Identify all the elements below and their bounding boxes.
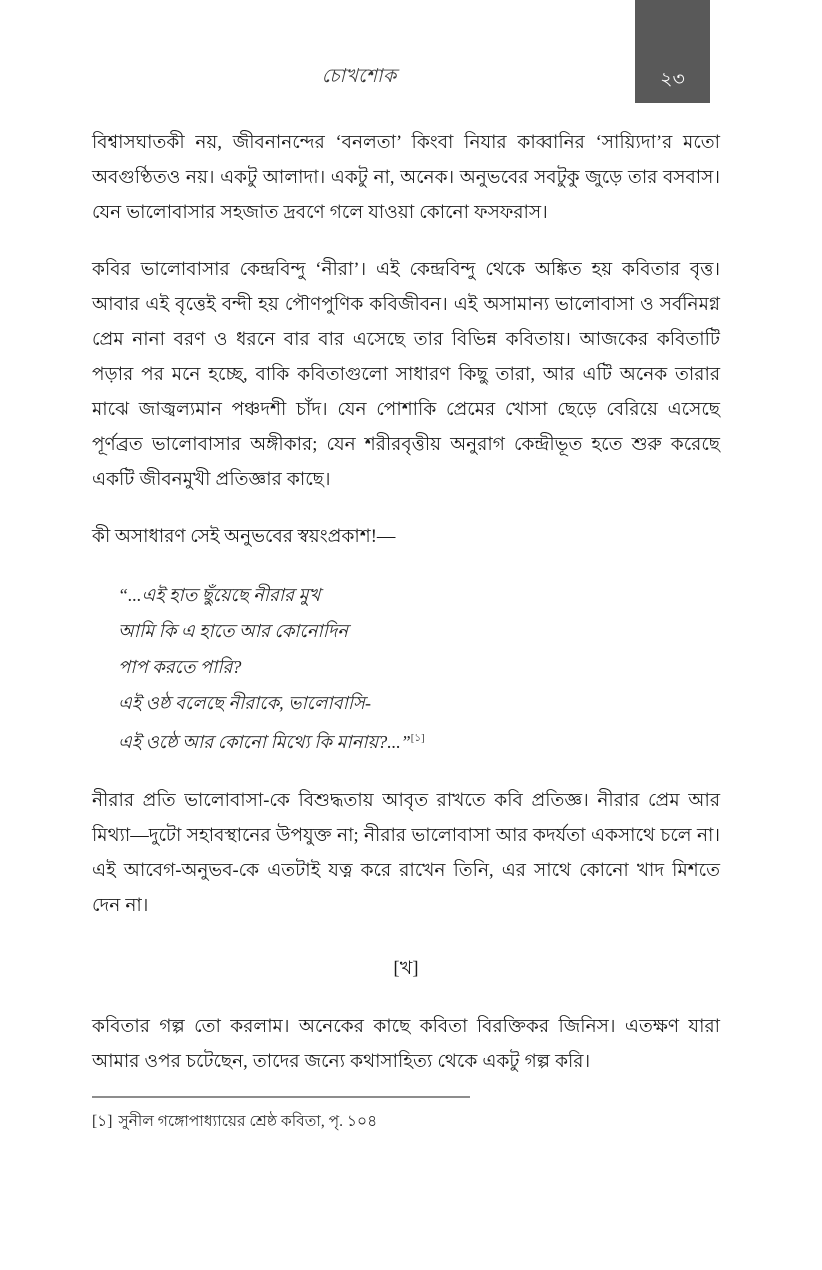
text-column	[92, 126, 720, 1080]
paragraph: কবিতার গল্প তো করলাম। অনেকের কাছে কবিতা বিরক্তিকর জিনিস। এতক্ষণ যারা আমার ওপর চটেছেন, তাদের জন্যে কথাসাহিত্য থেকে একটু গল্প করি।	[92, 1017, 720, 1072]
verse-line: আমি কি এ হাতে আর কোনোদিন	[118, 621, 349, 641]
verse-line: “...এই হাত ছুঁয়েছে নীরার মুখ	[118, 585, 321, 605]
paragraph: নীরার প্রতি ভালোবাসা-কে বিশুদ্ধতায় আবৃত রাখতে কবি প্রতিজ্ঞ। নীরার প্রেম আর মিথ্যা—দুটো সহাবস্থানের উপযুক্ত না; নীরার ভালোবাসা আর কদর্যতা একসাথে চলে না। এই আবেগ-অনুভব-কে এতটাই যত্ন করে রাখেন তিনি, এর সাথে কোনো খাদ মিশতে দেন না।	[92, 791, 720, 916]
verse-quote-block	[92, 577, 720, 760]
chapter-title: চোখশোক	[321, 66, 397, 87]
footnote-reference: [১]	[410, 733, 425, 744]
footnote-area	[92, 1096, 720, 1134]
lead-line: কী অসাধারণ সেই অনুভবের স্বয়ংপ্রকাশ!—	[92, 527, 396, 547]
page-number-box	[635, 0, 710, 103]
paragraph: কবির ভালোবাসার কেন্দ্রবিন্দু ‘নীরা’। এই কেন্দ্রবিন্দু থেকে অঙ্কিত হয় কবিতার বৃত্ত। আবার এই বৃত্তেই বন্দী হয় পৌণপুণিক কবিজীবন। এই অসামান্য ভালোবাসা ও সর্বনিমগ্ন প্রেম নানা বরণ ও ধরনে বার বার এসেছে তার বিভিন্ন কবিতায়। আজকের কবিতাটি পড়ার পর মনে হচ্ছে, বাকি কবিতাগুলো সাধারণ কিছু তারা, আর এটি অনেক তারার মাঝে জাজ্বল্যমান পঞ্চদশী চাঁদ। যেন পোশাকি প্রেমের খোসা ছেড়ে বেরিয়ে এসেছে পূর্ণব্রত ভালোবাসার অঙ্গীকার; যেন শরীরবৃত্তীয় অনুরাগ কেন্দ্রীভূত হতে শুরু করেছে একটি জীবনমুখী প্রতিজ্ঞার কাছে।	[92, 260, 720, 490]
footnote-separator-rule	[92, 1096, 470, 1098]
verse-line-text: এই ওষ্ঠে আর কোনো মিথ্যে কি মানায়?...”	[118, 732, 411, 752]
footnote	[92, 1110, 720, 1134]
section-divider-mark: [খ]	[393, 958, 419, 979]
verse-line: এই ওষ্ঠ বলেছে নীরাকে, ভালোবাসি-	[118, 693, 371, 713]
footnote-text: সুনীল গঙ্গোপাধ্যায়ের শ্রেষ্ঠ কবিতা, পৃ. ১০৪	[118, 1113, 378, 1130]
page-number: ২৩	[660, 69, 685, 90]
footnote-marker: [১]	[92, 1113, 113, 1130]
paragraph: বিশ্বাসঘাতকী নয়, জীবনানন্দের ‘বনলতা’ কিংবা নিযার কাব্বানির ‘সায়্যিদা’র মতো অবগুণ্ঠিতও নয়। একটু আলাদা। একটু না, অনেক। অনুভবের সবটুকু জুড়ে তার বসবাস। যেন ভালোবাসার সহজাত দ্রবণে গলে যাওয়া কোনো ফসফরাস।	[92, 133, 720, 223]
verse-line-with-footnote	[118, 721, 720, 760]
verse-line: পাপ করতে পারি?	[118, 657, 242, 677]
